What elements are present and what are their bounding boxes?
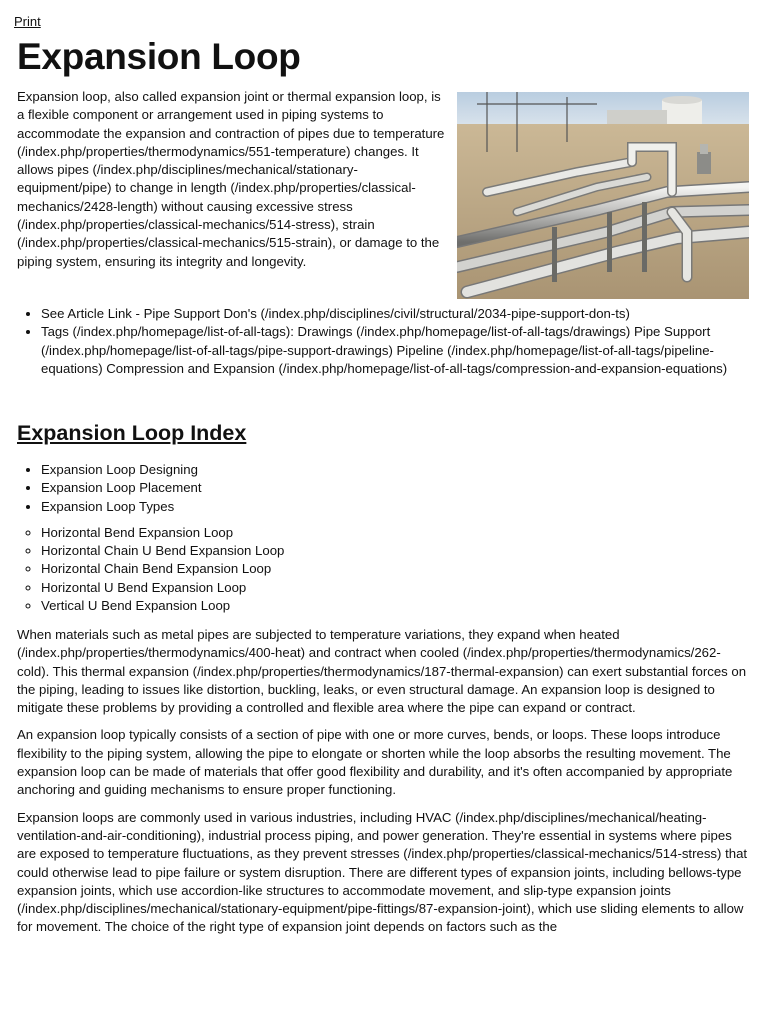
see-article-link[interactable]: • See Article Link - Pipe Support Don's (/index.php/disciplines/civil/structural/2034-pipe-support-don-ts) (41, 305, 749, 323)
index-subitem[interactable]: ◦ Horizontal U Bend Expansion Loop (41, 579, 749, 597)
index-item[interactable]: • Expansion Loop Designing (41, 461, 749, 479)
index-subitem[interactable]: ◦ Vertical U Bend Expansion Loop (41, 597, 749, 615)
print-link[interactable]: Print (14, 14, 41, 29)
index-subitem[interactable]: ◦ Horizontal Chain Bend Expansion Loop (41, 560, 749, 578)
index-list (17, 461, 749, 615)
index-item[interactable]: • Expansion Loop Types (41, 498, 749, 516)
body-paragraph: When materials such as metal pipes are subjected to temperature variations, they expand when heated (/index.php/properties/thermodynamics/400-heat) and contract when cooled (/index.php/properties/thermodynamics/262-cold). This thermal expansion (/index.php/properties/thermodynamics/187-thermal-expansion) can exert substantial forces on the piping, leading to issues like distortion, buckling, leaks, or even structural damage. An expansion loop is designed to mitigate these problems by providing a controlled and flexible area where the pipe can expand or contract. (17, 627, 747, 716)
intro-paragraph: Expansion loop, also called expansion joint or thermal expansion loop, is a flexible component or arrangement used in piping systems to accommodate the expansion and contraction of pipes due to temperature (/index.php/properties/thermodynamics/551-temperature) changes. It allows pipes (/index.php/disciplines/mechanical/stationary-equipment/pipe) to change in length (/index.php/properties/classical-mechanics/2428-length) without causing excessive stress (/index.php/properties/classical-mechanics/514-stress), strain (/index.php/properties/classical-mechanics/515-strain), or damage to the piping system, ensuring its integrity and longevity. (17, 89, 445, 269)
expansion-loop-photo (457, 92, 749, 299)
article-meta-list (17, 305, 749, 378)
index-subitem[interactable]: ◦ Horizontal Bend Expansion Loop (41, 524, 749, 542)
tags-line[interactable]: • Tags (/index.php/homepage/list-of-all-tags): Drawings (/index.php/homepage/list-of-all-tags/drawings) Pipe Support (/index.php/homepage/list-of-all-tags/pipe-support-drawings) Pipeline (/index.php/homepage/list-of-all-tags/pipeline-equations) Compression and Expansion (/index.php/homepage/list-of-all-tags/compression-and-expansion-equations) (41, 323, 749, 378)
article-body (17, 626, 749, 946)
body-paragraph: An expansion loop typically consists of a section of pipe with one or more curves, bends, or loops. These loops introduce flexibility to the piping system, allowing the pipe to elongate or shorten while the loop absorbs the resulting movement. The expansion loop can be made of materials that offer good flexibility and durability, and it's often accompanied by appropriate anchoring and guiding mechanisms to ensure proper functioning. (17, 727, 733, 798)
index-item[interactable]: • Expansion Loop Placement (41, 479, 749, 497)
page-title: Expansion Loop (17, 36, 301, 77)
body-paragraph: Expansion loops are commonly used in various industries, including HVAC (/index.php/disciplines/mechanical/heating-ventilation-and-air-conditioning), industrial process piping, and power generation. They're essential in systems where pipes are exposed to temperature fluctuations, as they prevent stresses (/index.php/properties/classical-mechanics/514-stress) that could otherwise lead to pipe failure or system disruption. There are different types of expansion joints, including bellows-type expansion joints, which use accordion-like structures to accommodate movement, and slip-type expansion joints (/index.php/disciplines/mechanical/stationary-equipment/pipe-fittings/87-expansion-joint), which use sliding elements to allow for movement. The choice of the right type of expansion joint depends on factors such as the (17, 809, 748, 935)
intro-section (17, 88, 749, 378)
index-sublist (17, 524, 749, 615)
index-heading: Expansion Loop Index (17, 421, 247, 445)
index-subitem[interactable]: ◦ Horizontal Chain U Bend Expansion Loop (41, 542, 749, 560)
